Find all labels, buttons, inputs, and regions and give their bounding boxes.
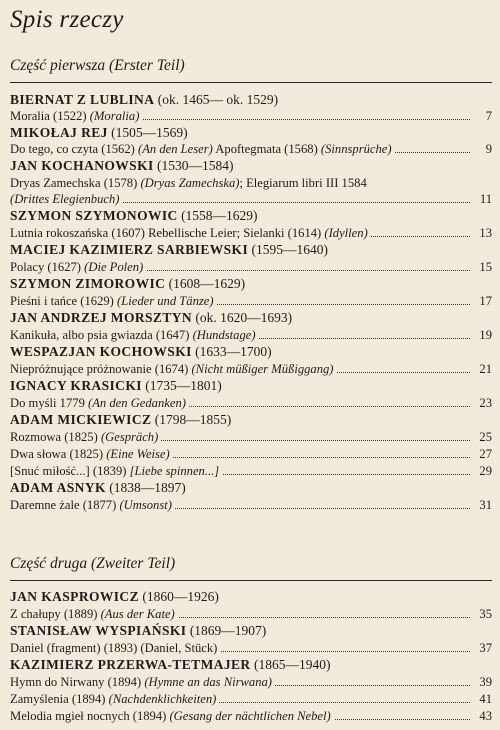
author-heading <box>10 242 328 258</box>
page-number: 15 <box>475 259 492 275</box>
page-number: 19 <box>475 327 492 343</box>
toc-entry[interactable]: Daniel (fragment) (1893) (Daniel, Stück) 37 <box>10 641 492 655</box>
author-heading <box>10 589 219 605</box>
toc-entry[interactable]: Zamyślenia (1894) (Nachdenklichkeiten) 41 <box>10 692 492 706</box>
author-heading <box>10 344 272 360</box>
author-heading <box>10 276 245 292</box>
toc-entry[interactable]: Daremne żale (1877) (Umsonst) 31 <box>10 498 492 512</box>
divider <box>10 580 492 581</box>
author-name: ADAM MICKIEWICZ <box>10 412 152 427</box>
part-heading-1: Część pierwsza (Erster Teil) <box>10 57 185 74</box>
page-title: Spis rzeczy <box>10 6 124 33</box>
author-name: KAZIMIERZ PRZERWA-TETMAJER <box>10 657 251 672</box>
author-dates: (1798—1855) <box>151 412 232 427</box>
author-name: ADAM ASNYK <box>10 480 106 495</box>
author-heading <box>10 657 330 673</box>
toc-entry[interactable]: Rozmowa (1825) (Gespräch) 25 <box>10 430 492 444</box>
toc-entry[interactable]: Moralia (1522) (Moralia) 7 <box>10 109 492 123</box>
author-name: JAN KOCHANOWSKI <box>10 158 154 173</box>
page-number: 43 <box>475 708 492 724</box>
page-number: 9 <box>482 141 492 157</box>
author-name: WESPAZJAN KOCHOWSKI <box>10 344 192 359</box>
author-name: IGNACY KRASICKI <box>10 378 142 393</box>
author-dates: (1530—1584) <box>153 158 234 173</box>
page-number: 13 <box>475 225 492 241</box>
toc-entry-line[interactable]: Dryas Zamechska (1578) (Dryas Zamechska); Elegiarum libri III 1584 <box>10 176 367 190</box>
author-name: MIKOŁAJ REJ <box>10 125 108 140</box>
author-dates: (1633—1700) <box>191 344 272 359</box>
author-heading <box>10 412 231 428</box>
author-dates: (1608—1629) <box>165 276 246 291</box>
page-number: 35 <box>475 606 492 622</box>
author-name: MACIEJ KAZIMIERZ SARBIEWSKI <box>10 242 249 257</box>
author-name: SZYMON SZYMONOWIC <box>10 208 178 223</box>
author-dates: (ok. 1465— ok. 1529) <box>154 92 279 107</box>
author-name: JAN ANDRZEJ MORSZTYN <box>10 310 193 325</box>
author-dates: (ok. 1620—1693) <box>192 310 293 325</box>
page-number: 23 <box>475 395 492 411</box>
author-name: BIERNAT Z LUBLINA <box>10 92 155 107</box>
toc-entry[interactable]: Pieśni i tańce (1629) (Lieder und Tänze) 17 <box>10 294 492 308</box>
toc-entry[interactable]: [Snuć miłość...] (1839) [Liebe spinnen...] 29 <box>10 464 492 478</box>
page-number: 31 <box>475 497 492 513</box>
author-name: JAN KASPROWICZ <box>10 589 139 604</box>
toc-entry[interactable]: Lutnia rokoszańska (1607) Rebellische Leier; Sielanki (1614) (Idyllen) 13 <box>10 226 492 240</box>
toc-entry[interactable]: Polacy (1627) (Die Polen) 15 <box>10 260 492 274</box>
author-heading <box>10 378 222 394</box>
author-dates: (1735—1801) <box>141 378 222 393</box>
author-heading <box>10 158 234 174</box>
toc-entry[interactable]: Kanikuła, albo psia gwiazda (1647) (Hundstage) 19 <box>10 328 492 342</box>
page-number: 29 <box>475 463 492 479</box>
page-number: 21 <box>475 361 492 377</box>
toc-entry[interactable]: Z chałupy (1889) (Aus der Kate) 35 <box>10 607 492 621</box>
toc-entry[interactable]: Niepróżnujące próżnowanie (1674) (Nicht müßiger Müßiggang) 21 <box>10 362 492 376</box>
author-heading <box>10 208 258 224</box>
page-number: 37 <box>475 640 492 656</box>
page-number: 7 <box>482 108 492 124</box>
page-number: 25 <box>475 429 492 445</box>
page-number: 27 <box>475 446 492 462</box>
author-dates: (1860—1926) <box>139 589 219 604</box>
toc-entry[interactable]: Do tego, co czyta (1562) (An den Leser) Apoftegmata (1568) (Sinnsprüche) 9 <box>10 142 492 156</box>
toc-entry[interactable]: (Drittes Elegienbuch) 11 <box>10 192 492 206</box>
author-dates: (1595—1640) <box>248 242 328 257</box>
page-number: 39 <box>475 674 492 690</box>
author-name: SZYMON ZIMOROWIC <box>10 276 166 291</box>
part-heading-2: Część druga (Zweiter Teil) <box>10 555 176 572</box>
author-heading <box>10 310 292 326</box>
author-dates: (1865—1940) <box>250 657 331 672</box>
author-heading <box>10 125 188 141</box>
page-number: 11 <box>476 191 492 207</box>
author-name: STANISŁAW WYSPIAŃSKI <box>10 623 187 638</box>
author-dates: (1838—1897) <box>105 480 186 495</box>
author-heading <box>10 92 278 108</box>
toc-entry[interactable]: Do myśli 1779 (An den Gedanken) 23 <box>10 396 492 410</box>
author-dates: (1505—1569) <box>107 125 188 140</box>
author-heading <box>10 623 266 639</box>
page-number: 41 <box>475 691 492 707</box>
toc-entry[interactable]: Melodia mgieł nocnych (1894) (Gesang der nächtlichen Nebel) 43 <box>10 709 492 723</box>
author-dates: (1869—1907) <box>186 623 267 638</box>
author-heading <box>10 480 186 496</box>
toc-entry[interactable]: Hymn do Nirwany (1894) (Hymne an das Nirwana) 39 <box>10 675 492 689</box>
page-number: 17 <box>475 293 492 309</box>
divider <box>10 82 492 83</box>
author-dates: (1558—1629) <box>177 208 258 223</box>
toc-entry[interactable]: Dwa słowa (1825) (Eine Weise) 27 <box>10 447 492 461</box>
